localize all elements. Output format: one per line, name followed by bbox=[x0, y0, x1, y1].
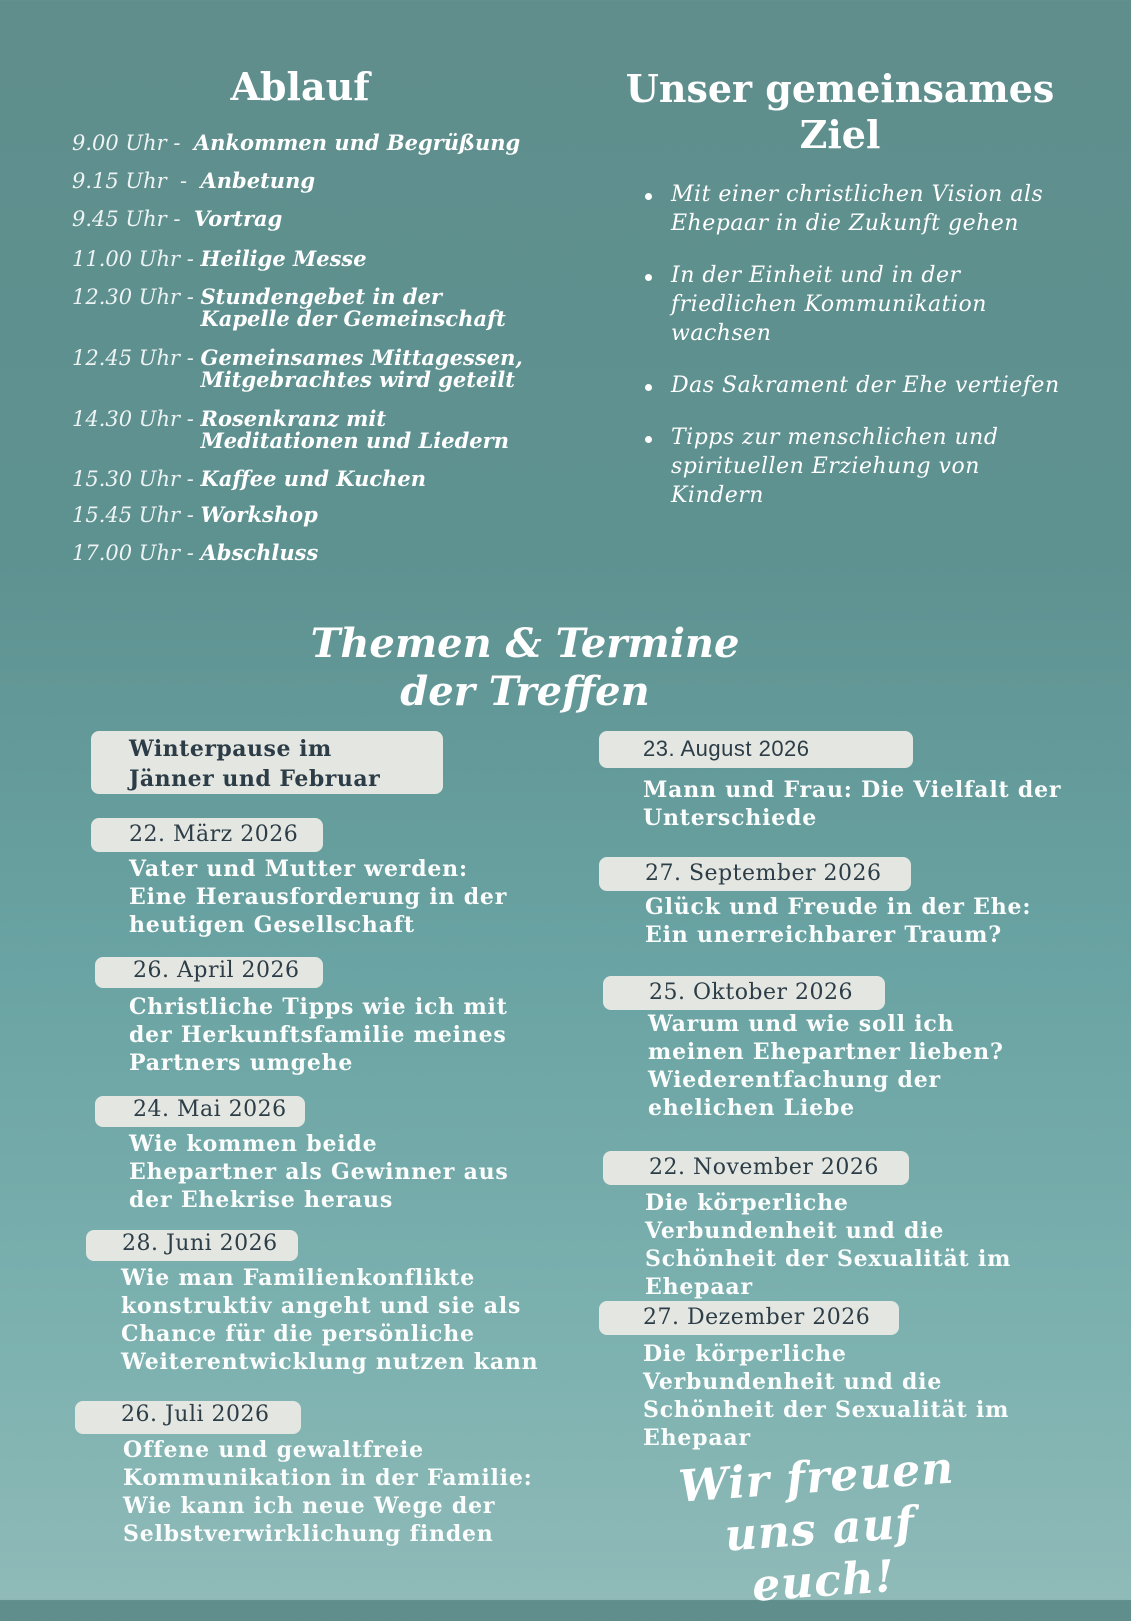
goal-item: In der Einheit und in der friedlichen Kommunikation wachsen bbox=[645, 261, 1065, 348]
schedule-row bbox=[72, 170, 315, 192]
schedule-row bbox=[72, 208, 282, 230]
schedule-row bbox=[72, 248, 367, 270]
date-pill: 28. Juni 2026 bbox=[86, 1230, 298, 1261]
schedule-time: 11.00 Uhr - bbox=[72, 247, 201, 271]
date-pill: 27. Dezember 2026 bbox=[599, 1301, 899, 1335]
schedule-row bbox=[72, 132, 520, 154]
goal-item: Das Sakrament der Ehe vertiefen bbox=[645, 371, 1065, 400]
schedule-row bbox=[72, 286, 506, 330]
schedule-time: 17.00 Uhr - bbox=[72, 541, 201, 565]
topic-text: Vater und Mutter werden: Eine Herausforderung in der heutigen Gesellschaft bbox=[129, 856, 508, 938]
goals-list bbox=[645, 180, 1065, 533]
date-pill: 24. Mai 2026 bbox=[95, 1096, 305, 1127]
schedule-activity: Kaffee und Kuchen bbox=[200, 466, 427, 491]
schedule-time: 9.00 Uhr - bbox=[72, 131, 194, 155]
schedule-activity: Workshop bbox=[200, 502, 318, 527]
schedule-time: 14.30 Uhr - bbox=[72, 407, 201, 431]
schedule-activity: Heilige Messe bbox=[200, 246, 367, 271]
topic-text: Die körperliche Verbundenheit und die Schönheit der Sexualität im Ehepaar bbox=[643, 1341, 1010, 1451]
schedule-time: 15.30 Uhr - bbox=[72, 467, 201, 491]
topic-text: Die körperliche Verbundenheit und die Schönheit der Sexualität im Ehepaar bbox=[645, 1190, 1012, 1300]
topic-text: Offene und gewaltfreie Kommunikation in der Familie: Wie kann ich neue Wege der Selbstverwirklichung finden bbox=[123, 1437, 533, 1547]
schedule-activity: Vortrag bbox=[193, 206, 283, 231]
schedule-time: 12.30 Uhr - bbox=[72, 285, 201, 309]
schedule-time: 15.45 Uhr - bbox=[72, 503, 201, 527]
schedule-time: 9.15 Uhr - bbox=[72, 169, 201, 193]
topic-text: Mann und Frau: Die Vielfalt der Unterschiede bbox=[643, 777, 1062, 831]
date-pill: 26. Juli 2026 bbox=[75, 1401, 301, 1434]
schedule-activity: Gemeinsames Mittagessen, Mitgebrachtes wird geteilt bbox=[200, 345, 523, 392]
schedule-row bbox=[72, 542, 318, 564]
ziel-heading bbox=[620, 66, 1060, 158]
ziel-heading-text: Unser gemeinsames Ziel bbox=[625, 66, 1055, 157]
topic-text: Wie man Familienkonflikte konstruktiv angeht und sie als Chance für die persönliche Weiterentwicklung nutzen kann bbox=[121, 1265, 539, 1375]
date-pill: 27. September 2026 bbox=[599, 857, 911, 891]
date-pill: 22. März 2026 bbox=[91, 818, 323, 852]
schedule-row bbox=[72, 504, 318, 526]
themen-heading bbox=[270, 620, 780, 716]
schedule-activity: Anbetung bbox=[200, 168, 316, 193]
winter-break-label: Winterpause im Jänner und Februar bbox=[91, 731, 443, 794]
topic-text: Christliche Tipps wie ich mit der Herkunftsfamilie meines Partners umgehe bbox=[129, 994, 508, 1076]
themen-heading-text: Themen & Termine der Treffen bbox=[310, 620, 740, 715]
date-pill: 26. April 2026 bbox=[95, 957, 323, 988]
topic-text: Wie kommen beide Ehepartner als Gewinner aus der Ehekrise heraus bbox=[129, 1131, 509, 1213]
ablauf-heading: Ablauf bbox=[230, 64, 370, 109]
schedule-activity: Ankommen und Begrüßung bbox=[193, 130, 521, 155]
topic-text: Warum und wie soll ich meinen Ehepartner lieben? Wiederentfachung der ehelichen Liebe bbox=[648, 1011, 1004, 1121]
date-pill: 23. August 2026 bbox=[599, 731, 913, 768]
schedule-activity: Rosenkranz mit Meditationen und Liedern bbox=[200, 406, 509, 453]
goal-item: Tipps zur menschlichen und spirituellen Erziehung von Kindern bbox=[645, 423, 1065, 510]
schedule-activity: Stundengebet in der Kapelle der Gemeinschaft bbox=[200, 284, 506, 331]
date-pill: 22. November 2026 bbox=[603, 1151, 909, 1185]
schedule-row bbox=[72, 347, 523, 391]
schedule-activity: Abschluss bbox=[200, 540, 319, 565]
schedule-row bbox=[72, 408, 509, 452]
goal-item: Mit einer christlichen Vision als Ehepaar in die Zukunft gehen bbox=[645, 180, 1065, 238]
closing-text: Wir freuen uns auf euch! bbox=[676, 1442, 956, 1612]
schedule-row bbox=[72, 468, 426, 490]
topic-text: Glück und Freude in der Ehe: Ein unerreichbarer Traum? bbox=[645, 894, 1032, 948]
date-pill: 25. Oktober 2026 bbox=[603, 976, 885, 1010]
schedule-time: 12.45 Uhr - bbox=[72, 346, 201, 370]
schedule-time: 9.45 Uhr - bbox=[72, 207, 194, 231]
closing-message bbox=[630, 1439, 1010, 1620]
